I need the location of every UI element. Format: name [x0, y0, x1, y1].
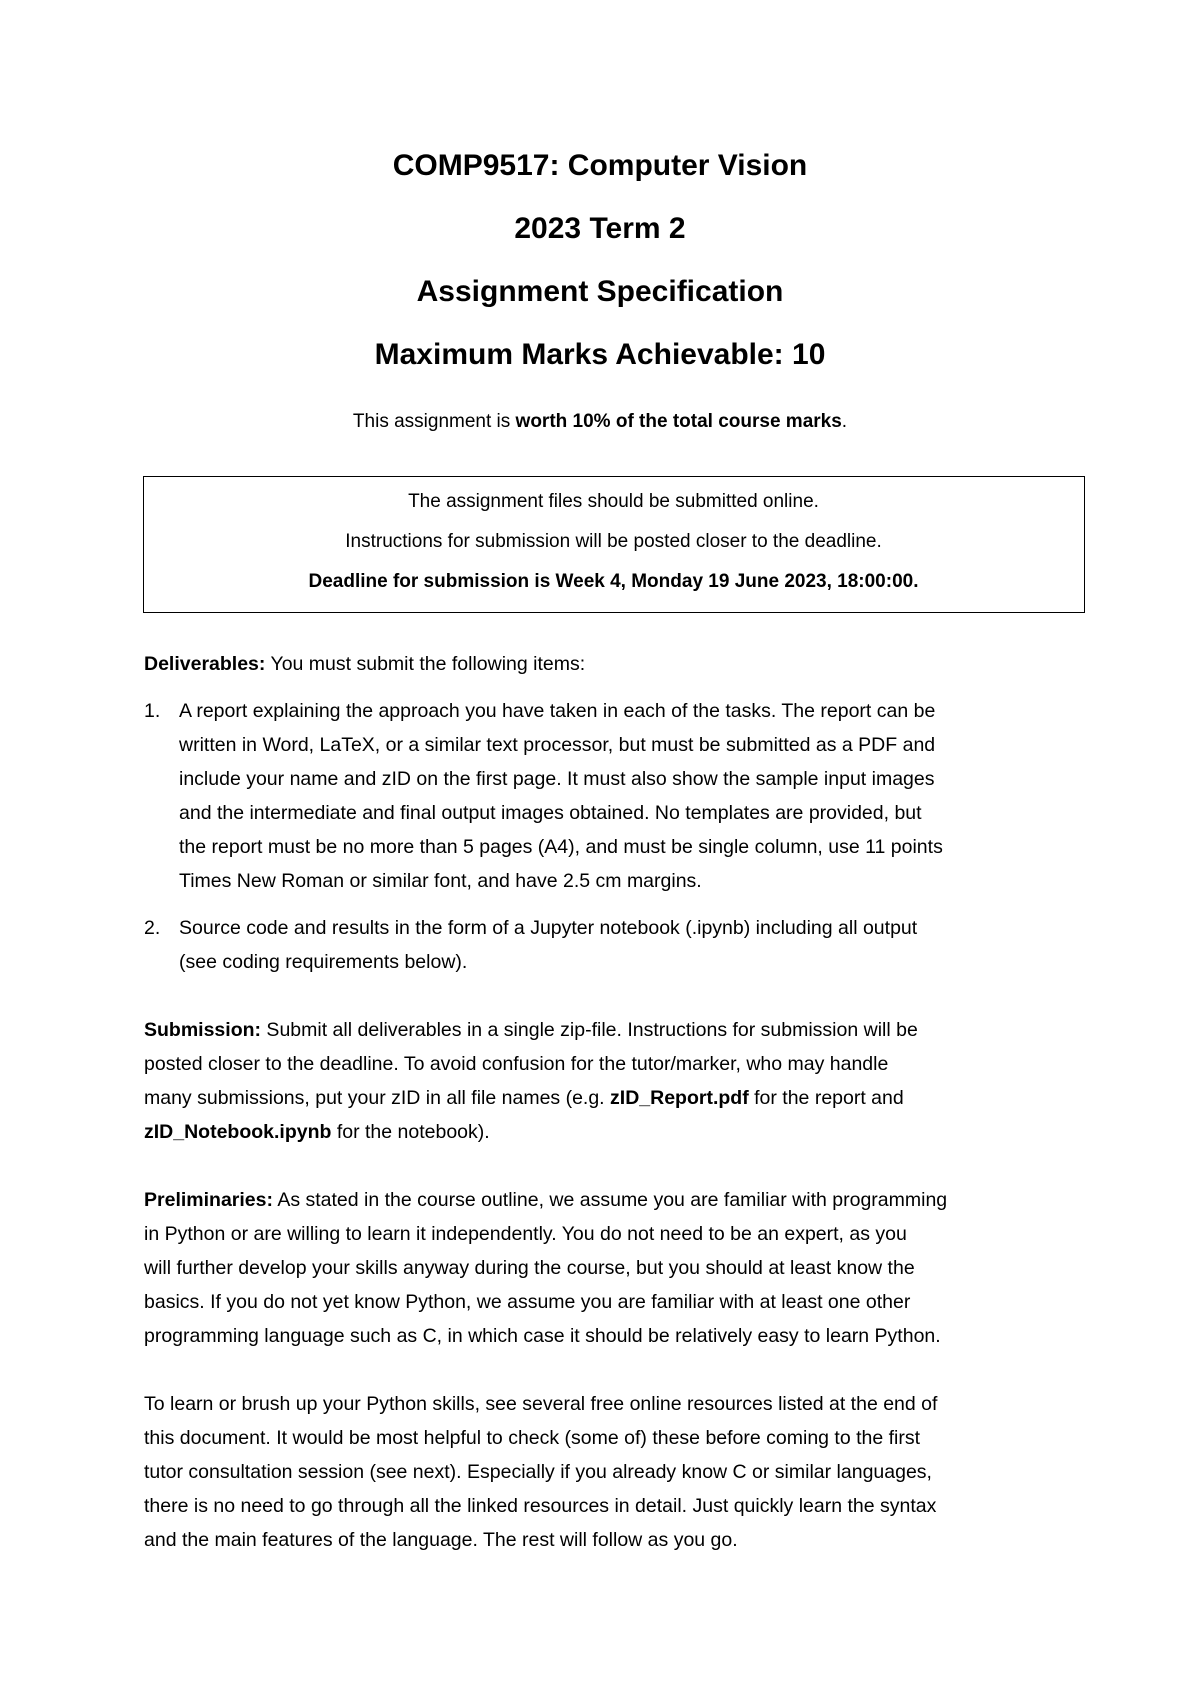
- list-item-number: 2.: [144, 917, 161, 939]
- submission-text: for the report and: [748, 1087, 904, 1109]
- preliminaries-line: will further develop your skills anyway during the course, but you should at least know the: [144, 1257, 915, 1279]
- resources-line: this document. It would be most helpful to check (some of) these before coming to the first: [144, 1427, 921, 1449]
- deliverables-label: Deliverables:: [144, 653, 266, 675]
- course-title: COMP9517: Computer Vision: [392, 149, 808, 182]
- resources-line: To learn or brush up your Python skills, see several free online resources listed at the end of: [144, 1393, 938, 1415]
- notice-line-instructions: Instructions for submission will be posted closer to the deadline.: [345, 531, 882, 552]
- resources-line: and the main features of the language. The rest will follow as you go.: [144, 1529, 738, 1551]
- preliminaries-label: Preliminaries:: [144, 1189, 273, 1211]
- submission-text: many submissions, put your zID in all file names (e.g.: [144, 1087, 611, 1109]
- resources-line: tutor consultation session (see next). Especially if you already know C or similar languages,: [144, 1461, 932, 1483]
- submission-line: posted closer to the deadline. To avoid confusion for the tutor/marker, who may handle: [144, 1053, 889, 1075]
- list-item-line: A report explaining the approach you have taken in each of the tasks. The report can be: [179, 700, 936, 722]
- preliminaries-line: in Python or are willing to learn it independently. You do not need to be an expert, as you: [144, 1223, 907, 1245]
- list-item-line: the report must be no more than 5 pages (A4), and must be single column, use 11 points: [179, 836, 943, 858]
- max-marks-title: Maximum Marks Achievable: 10: [374, 338, 826, 371]
- list-item-line: Source code and results in the form of a Jupyter notebook (.ipynb) including all output: [179, 917, 918, 939]
- worth-suffix: .: [841, 411, 848, 432]
- preliminaries-line: programming language such as C, in which case it should be relatively easy to learn Python.: [144, 1325, 941, 1347]
- document-type-title: Assignment Specification: [416, 275, 784, 308]
- deliverables-heading: [144, 651, 585, 677]
- list-item-line: Times New Roman or similar font, and have 2.5 cm margins.: [179, 870, 702, 892]
- list-item-number: 1.: [144, 700, 161, 722]
- notebook-filename: zID_Notebook.ipynb: [144, 1121, 332, 1143]
- preliminaries-text: As stated in the course outline, we assume you are familiar with programming: [272, 1189, 948, 1211]
- submission-notice-box: [143, 476, 1085, 613]
- submission-line: [144, 1017, 918, 1043]
- list-item-line: and the intermediate and final output images obtained. No templates are provided, but: [179, 802, 922, 824]
- submission-text: Submit all deliverables in a single zip-file. Instructions for submission will be: [261, 1019, 918, 1041]
- list-item-line: include your name and zID on the first page. It must also show the sample input images: [179, 768, 935, 790]
- list-item-line: (see coding requirements below).: [179, 951, 468, 973]
- notice-line-deadline: Deadline for submission is Week 4, Monday 19 June 2023, 18:00:00.: [308, 571, 919, 592]
- worth-prefix: This assignment is: [352, 411, 516, 432]
- worth-statement: [0, 409, 1200, 435]
- deliverables-intro: You must submit the following items:: [265, 653, 586, 675]
- report-filename: zID_Report.pdf: [610, 1087, 749, 1109]
- submission-line: [144, 1085, 904, 1111]
- submission-text: for the notebook).: [331, 1121, 490, 1143]
- list-item-line: written in Word, LaTeX, or a similar text processor, but must be submitted as a PDF and: [179, 734, 936, 756]
- submission-line: [144, 1119, 490, 1145]
- resources-line: there is no need to go through all the linked resources in detail. Just quickly learn the syntax: [144, 1495, 937, 1517]
- notice-line-online: The assignment files should be submitted online.: [408, 491, 819, 512]
- submission-label: Submission:: [144, 1019, 262, 1041]
- term-title: 2023 Term 2: [514, 212, 686, 245]
- preliminaries-line: basics. If you do not yet know Python, we assume you are familiar with at least one other: [144, 1291, 911, 1313]
- preliminaries-line: [144, 1187, 947, 1213]
- worth-bold: worth 10% of the total course marks: [515, 411, 842, 432]
